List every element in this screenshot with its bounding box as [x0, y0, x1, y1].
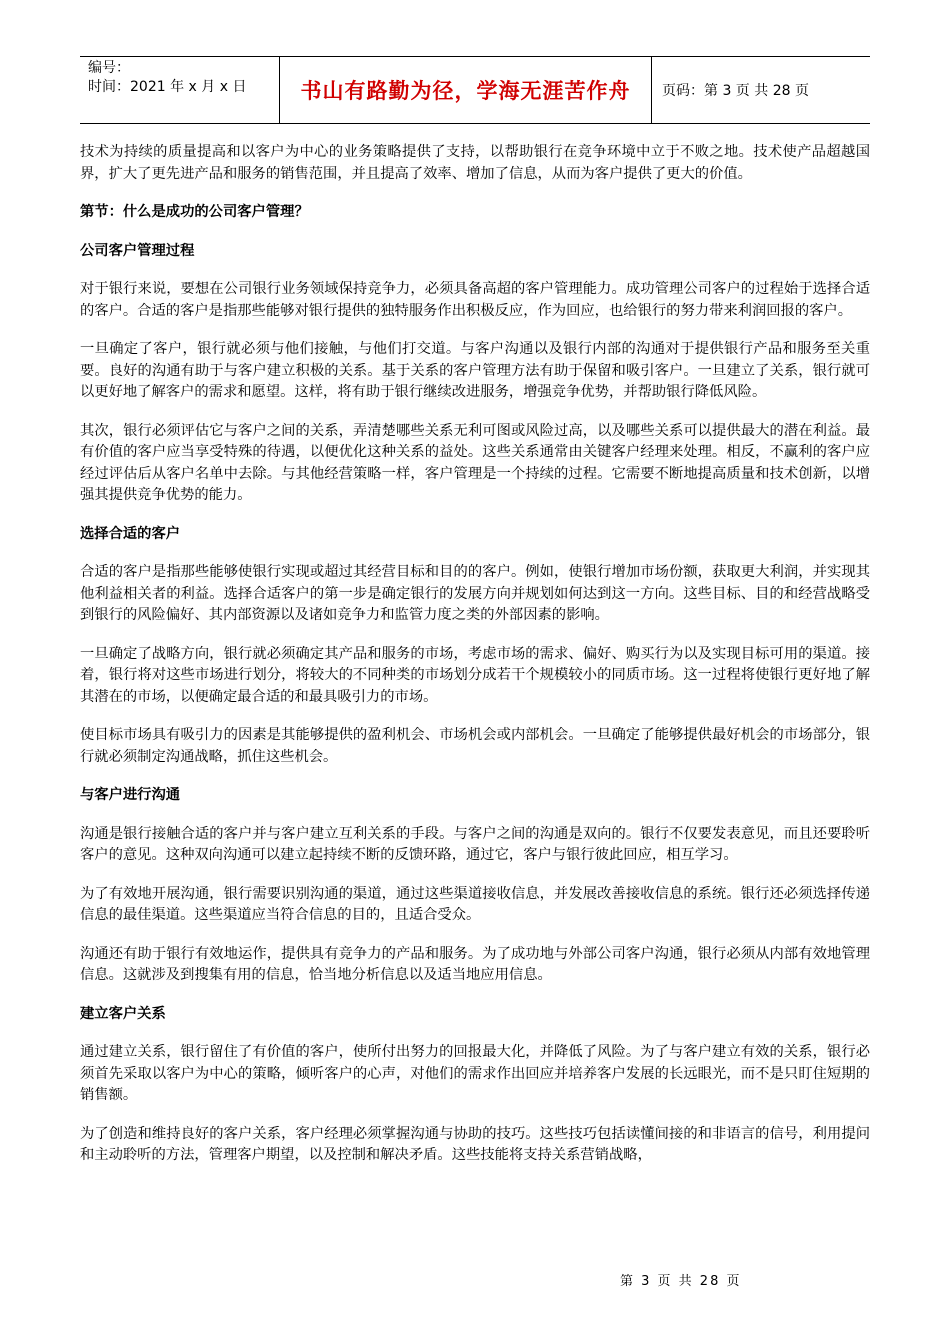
page-footer: 第 3 页 共 28 页: [620, 1274, 742, 1289]
paragraph: 为了有效地开展沟通，银行需要识别沟通的渠道，通过这些渠道接收信息，并发展改善接收信息的系统。银行还必须选择传递信息的最佳渠道。这些渠道应当符合信息的目的，且适合受众。: [80, 885, 870, 923]
page-header: [80, 56, 870, 124]
paragraph: 使目标市场具有吸引力的因素是其能够提供的盈利机会、市场机会或内部机会。一旦确定了能够提供最好机会的市场部分，银行就必须制定沟通战略，抓住这些机会。: [80, 727, 870, 765]
paragraph: 一旦确定了客户，银行就必须与他们接触，与他们打交道。与客户沟通以及银行内部的沟通对于提供银行产品和服务至关重要。良好的沟通有助于与客户建立积极的关系。基于关系的客户管理方法有助于保留和吸引客户。一旦建立了关系，银行就可以更好地了解客户的需求和愿望。这样，将有助于银行继续改进服务，增强竞争优势，并帮助银行降低风险。: [80, 341, 870, 400]
paragraph: 通过建立关系，银行留住了有价值的客户，使所付出努力的回报最大化，并降低了风险。为了与客户建立有效的关系，银行必须首先采取以客户为中心的策略，倾听客户的心声，对他们的需求作出回应并培养客户发展的长远眼光，而不是只盯住短期的销售额。: [80, 1044, 870, 1103]
document-date: 时间：2021 年 x 月 x 日: [88, 79, 247, 95]
paragraph: 其次，银行必须评估它与客户之间的关系，弄清楚哪些关系无利可图或风险过高，以及哪些关系可以提供最大的潜在利益。最有价值的客户应当享受特殊的待遇，以便优化这种关系的益处。这些关系通常由关键客户经理来处理。相反，不赢利的客户应经过评估后从客户名单中去除。与其他经营策略一样，客户管理是一个持续的过程。它需要不断地提高质量和技术创新，以增强其提供竞争优势的能力。: [80, 422, 870, 503]
paragraph: 合适的客户是指那些能够使银行实现或超过其经营目标和目的的客户。例如，使银行增加市场份额，获取更大利润，并实现其他利益相关者的利益。选择合适客户的第一步是确定银行的发展方向并规划如何达到这一方向。这些目标、目的和经营战略受到银行的风险偏好、其内部资源以及诸如竞争力和监管力度之类的外部因素的影响。: [80, 564, 870, 623]
subsection-heading: 与客户进行沟通: [80, 787, 181, 803]
document-number: 编号：: [88, 60, 130, 76]
paragraph: 对于银行来说，要想在公司银行业务领域保持竞争力，必须具备高超的客户管理能力。成功管理公司客户的过程始于选择合适的客户。合适的客户是指那些能够对银行提供的独特服务作出积极反应，作为回应，也给银行的努力带来利润回报的客户。: [80, 281, 870, 319]
paragraph: 技术为持续的质量提高和以客户为中心的业务策略提供了支持，以帮助银行在竞争环境中立于不败之地。技术使产品超越国界，扩大了更先进产品和服务的销售范围，并且提高了效率、增加了信息，从而为客户提供了更大的价值。: [80, 144, 870, 182]
header-page-number: 页码：第 3 页 共 28 页: [662, 83, 809, 99]
section-heading: 第节：什么是成功的公司客户管理？: [80, 204, 309, 220]
paragraph: 一旦确定了战略方向，银行就必须确定其产品和服务的市场，考虑市场的需求、偏好、购买行为以及实现目标可用的渠道。接着，银行将对这些市场进行划分，将较大的不同种类的市场划分成若干个规模较小的同质市场。这一过程将使银行更好地了解其潜在的市场，以便确定最合适的和最具吸引力的市场。: [80, 645, 870, 705]
header-meta: [80, 57, 280, 123]
subsection-heading: 公司客户管理过程: [80, 242, 195, 259]
paragraph: 沟通是银行接触合适的客户并与客户建立互利关系的手段。与客户之间的沟通是双向的。银行不仅要发表意见，而且还要聆听客户的意见。这种双向沟通可以建立起持续不断的反馈环路，通过它，客户与银行彼此回应，相互学习。: [80, 825, 870, 863]
document-body: [80, 142, 870, 1167]
subsection-heading: 建立客户关系: [80, 1005, 166, 1022]
subsection-heading: 选择合适的客户: [80, 525, 181, 542]
paragraph: 为了创造和维持良好的客户关系，客户经理必须掌握沟通与协助的技巧。这些技巧包括读懂间接的和非语言的信号，利用提问和主动聆听的方法，管理客户期望，以及控制和解决矛盾。这些技能将支持关系营销战略，: [80, 1125, 870, 1163]
header-motto: 书山有路勤为径，学海无涯苦作舟: [280, 57, 652, 123]
paragraph: 沟通还有助于银行有效地运作，提供具有竞争力的产品和服务。为了成功地与外部公司客户沟通，银行必须从内部有效地管理信息。这就涉及到搜集有用的信息，恰当地分析信息以及适当地应用信息。: [80, 945, 870, 983]
